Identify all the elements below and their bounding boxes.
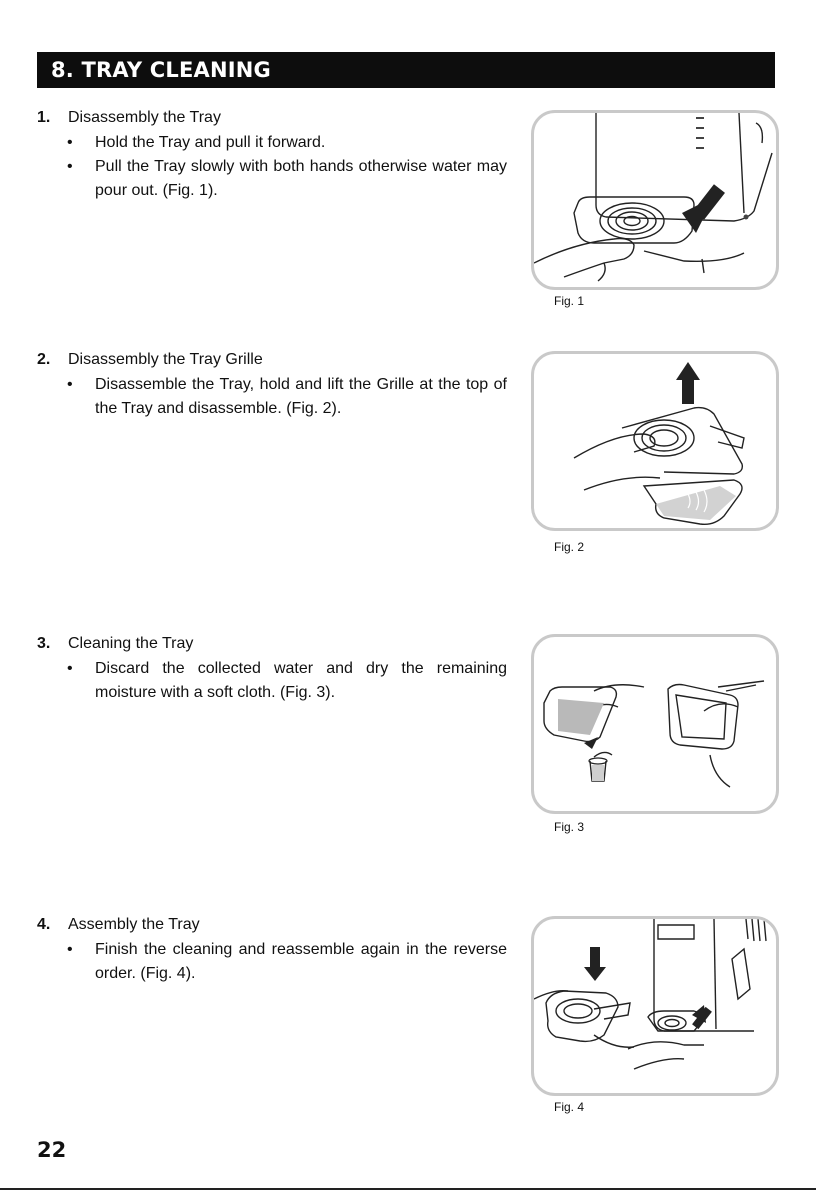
figure-2-illustration xyxy=(531,351,779,531)
bullet-icon: • xyxy=(67,376,73,393)
step-number: 4. xyxy=(37,916,51,933)
bullet-list xyxy=(37,373,507,421)
arrow-down-icon xyxy=(584,947,606,981)
bullet-list xyxy=(37,131,507,203)
step-1 xyxy=(37,107,507,203)
step-3 xyxy=(37,633,507,705)
step-number: 2. xyxy=(37,351,51,368)
figure-3-illustration xyxy=(531,634,779,814)
bullet-text: Pull the Tray slowly with both hands otherwise water may pour out. (Fig. 1). xyxy=(95,158,507,199)
bullet-list xyxy=(37,657,507,705)
tray-reassembly-image xyxy=(534,919,776,1093)
step-title: Assembly the Tray xyxy=(68,916,200,933)
bullet-icon: • xyxy=(67,134,73,151)
tray-grille-lift-image xyxy=(534,354,776,528)
step-4 xyxy=(37,914,507,986)
dispenser-tray-pull-image xyxy=(534,113,776,287)
section-header-bar xyxy=(37,52,775,88)
bullet-icon: • xyxy=(67,941,73,958)
step-heading xyxy=(37,349,507,371)
step-number: 3. xyxy=(37,635,51,652)
arrow-up-icon xyxy=(676,362,700,404)
figure-caption: Fig. 1 xyxy=(554,294,585,308)
figure-caption: Fig. 4 xyxy=(554,1100,585,1114)
figure-caption: Fig. 3 xyxy=(554,820,585,834)
bullet-list xyxy=(37,938,507,986)
section-title: 8. TRAY CLEANING xyxy=(51,58,271,82)
figure-caption: Fig. 2 xyxy=(554,540,585,554)
bullet-text: Disassemble the Tray, hold and lift the Grille at the top of the Tray and disassemble. (Fig. 2). xyxy=(95,376,507,417)
step-2 xyxy=(37,349,507,421)
bullet-text: Finish the cleaning and reassemble again in the reverse order. (Fig. 4). xyxy=(95,941,507,982)
step-title: Disassembly the Tray xyxy=(68,109,221,126)
step-heading xyxy=(37,914,507,936)
bullet-icon: • xyxy=(67,660,73,677)
page-number: 22 xyxy=(37,1138,67,1162)
step-title: Disassembly the Tray Grille xyxy=(68,351,263,368)
list-item xyxy=(37,938,507,986)
list-item xyxy=(37,373,507,421)
figure-4-illustration xyxy=(531,916,779,1096)
bullet-text: Discard the collected water and dry the remaining moisture with a soft cloth. (Fig. 3). xyxy=(95,660,507,701)
bullet-text: Hold the Tray and pull it forward. xyxy=(95,134,326,151)
step-title: Cleaning the Tray xyxy=(68,635,194,652)
list-item xyxy=(37,155,507,203)
list-item xyxy=(37,131,507,155)
bullet-icon: • xyxy=(67,158,73,175)
step-heading xyxy=(37,633,507,655)
arrow-diagonal-icon xyxy=(692,1005,712,1029)
list-item xyxy=(37,657,507,705)
step-heading xyxy=(37,107,507,129)
tray-cleaning-image xyxy=(534,637,776,811)
figure-1-illustration xyxy=(531,110,779,290)
arrow-diagonal-icon xyxy=(682,184,725,233)
step-number: 1. xyxy=(37,109,51,126)
